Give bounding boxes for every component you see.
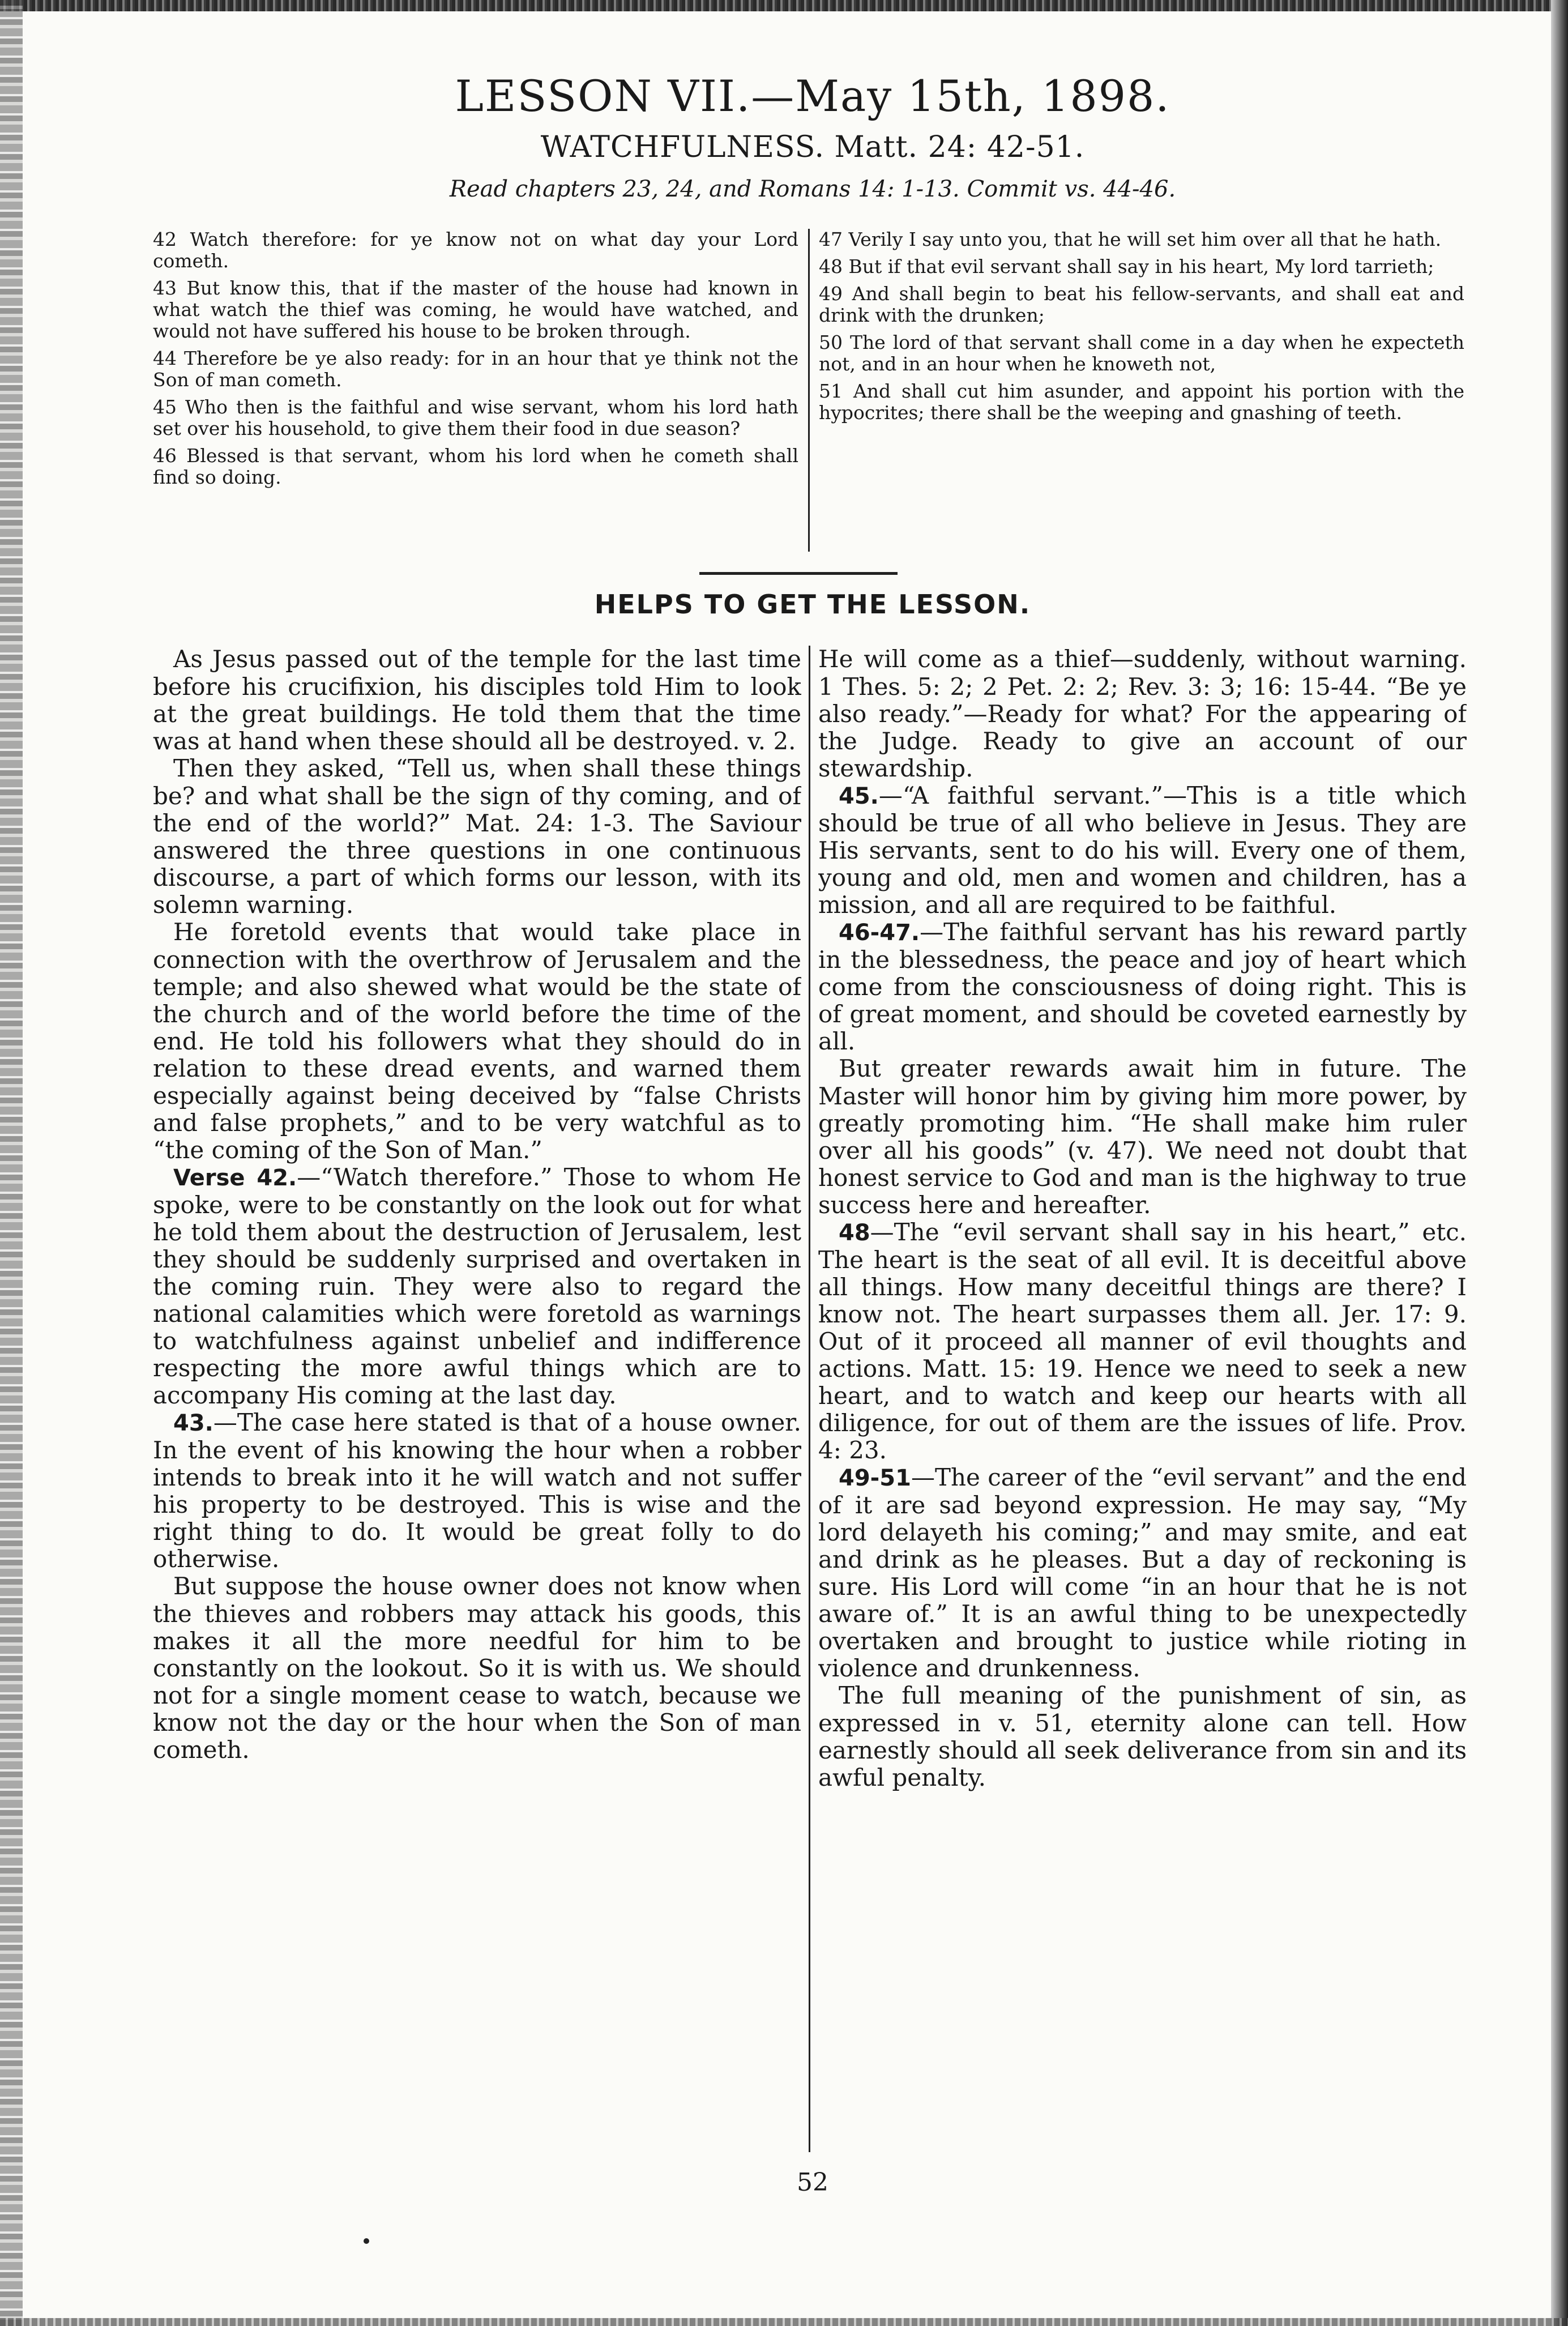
commentary-paragraph: The full meaning of the punishment of sin, as expressed in v. 51, eternity alone can tell. How earnestly should all seek deliverance from sin and its awful penalty. bbox=[818, 1681, 1467, 1791]
helps-heading: HELPS TO GET THE LESSON. bbox=[594, 589, 1031, 620]
scripture-verse: 51 And shall cut him asunder, and appoint his portion with the hypocrites; there shall be the weeping and gnashing of teeth. bbox=[819, 380, 1464, 424]
scripture-verse: 45 Who then is the faithful and wise servant, whom his lord hath set over his household, to give them their food in due season? bbox=[153, 396, 798, 439]
verse-45-lead: 45. bbox=[839, 783, 879, 809]
commentary-right-column bbox=[818, 646, 1467, 2152]
verse-48-lead: 48 bbox=[839, 1220, 870, 1246]
verse-42-lead: Verse 42. bbox=[173, 1165, 297, 1191]
scripture-verse: 48 But if that evil servant shall say in his heart, My lord tarrieth; bbox=[819, 255, 1434, 278]
commentary-left-column bbox=[153, 646, 801, 2152]
ink-dot bbox=[364, 2238, 369, 2244]
commentary-paragraph: As Jesus passed out of the temple for the last time before his crucifixion, his disciples told Him to look at the great buildings. He told them that the time was at hand when these should all be destroyed. v. 2. bbox=[153, 646, 801, 755]
scripture-left-column bbox=[153, 229, 798, 556]
commentary-paragraph: 48—The “evil servant shall say in his heart,” etc. The heart is the seat of all evil. It is deceitful above all things. How many deceitful things are there? I know not. The heart surpasses them all. Jer. 17: 9. Out of it proceed all manner of evil thoughts and actions. Matt. 15: 19. Hence we need to seek a new heart, and to watch and keep our hearts with all diligence, for out of them are the issues of life. Prov. 4: 23. bbox=[818, 1218, 1467, 1464]
page bbox=[153, 0, 1472, 2326]
scripture-verse: 42 Watch therefore: for ye know not on what day your Lord cometh. bbox=[153, 228, 798, 272]
scan-left-edge bbox=[0, 0, 23, 2326]
commentary-paragraph: But suppose the house owner does not know when the thieves and robbers may attack his goods, this makes it all the more needful for him to be constantly on the lookout. So it is with us. We should not for a single moment cease to watch, because we know not the day or the hour when the Son of man cometh. bbox=[153, 1572, 801, 1764]
scripture-verse: 47 Verily I say unto you, that he will set him over all that he hath. bbox=[819, 228, 1442, 250]
commentary-paragraph: Then they asked, “Tell us, when shall these things be? and what shall be the sign of thy coming, and of the end of the world?” Mat. 24: 1-3. The Saviour answered the three questions in one continuous discourse, a part of which forms our lesson, with its solemn warning. bbox=[153, 754, 801, 919]
commentary-paragraph: He will come as a thief—suddenly, without warning. 1 Thes. 5: 2; 2 Pet. 2: 2; Rev. 3: 3; 16: 15-44. “Be ye also ready.”—Ready for what? For the appearing of the Judge. Ready to give an account of our stewardship. bbox=[818, 646, 1467, 782]
scripture-verse: 44 Therefore be ye also ready: for in an hour that ye think not the Son of man cometh. bbox=[153, 347, 798, 391]
lesson-subtitle: WATCHFULNESS. Matt. 24: 42-51. bbox=[540, 130, 1085, 164]
scripture-verse: 43 But know this, that if the master of the house had known in what watch the thief was coming, he would have watched, and would not have suffered his house to be broken through. bbox=[153, 277, 798, 342]
scripture-verse: 50 The lord of that servant shall come in a day when he expecteth not, and in an hour when he knoweth not, bbox=[819, 331, 1464, 375]
commentary-paragraph: 49-51—The career of the “evil servant” and the end of it are sad beyond expression. He may say, “My lord delayeth his coming;” and may smite, and eat and drink as he pleases. But a day of reckoning is sure. His Lord will come “in an hour that he is not aware of.” It is an awful thing to be unexpectedly overtaken and brought to justice while rioting in violence and drunkenness. bbox=[818, 1463, 1467, 1682]
lesson-title: LESSON VII.—May 15th, 1898. bbox=[455, 71, 1170, 121]
section-divider bbox=[699, 572, 898, 575]
reading-assignment: Read chapters 23, 24, and Romans 14: 1-13. Commit vs. 44-46. bbox=[449, 176, 1176, 202]
scripture-column-divider bbox=[808, 229, 810, 552]
commentary-column-divider bbox=[809, 646, 810, 2152]
page-number: 52 bbox=[797, 2168, 828, 2197]
commentary-paragraph: But greater rewards await him in future. The Master will honor him by giving him more power, by greatly promoting him. “He shall make him ruler over all his goods” (v. 47). We need not doubt that honest service to God and man is the highway to true success here and hereafter. bbox=[818, 1055, 1467, 1219]
scripture-right-column bbox=[819, 229, 1464, 556]
scripture-verse: 46 Blessed is that servant, whom his lord when he cometh shall find so doing. bbox=[153, 445, 798, 488]
verse-46-47-lead: 46-47. bbox=[839, 920, 920, 946]
commentary-paragraph: 43.—The case here stated is that of a house owner. In the event of his knowing the hour when a robber intends to break into it he will watch and not suffer his property to be destroyed. This is wise and the right thing to do. It would be great folly to do otherwise. bbox=[153, 1409, 801, 1573]
commentary-paragraph: 46-47.—The faithful servant has his reward partly in the blessedness, the peace and joy of heart which come from the consciousness of doing right. This is of great moment, and should be coveted earnestly by all. bbox=[818, 918, 1467, 1055]
verse-43-lead: 43. bbox=[173, 1410, 213, 1436]
commentary-paragraph: Verse 42.—“Watch therefore.” Those to whom He spoke, were to be constantly on the look out for what he told them about the destruction of Jerusalem, lest they should be suddenly surprised and overtaken in the coming ruin. They were also to regard the national calamities which were foretold as warnings to watchfulness against unbelief and indifference respecting the more awful things which are to accompany His coming at the last day. bbox=[153, 1163, 801, 1409]
commentary-paragraph: He foretold events that would take place in connection with the overthrow of Jerusalem and the temple; and also shewed what would be the state of the church and of the world before the time of the end. He told his followers what they should do in relation to these dread events, and warned them especially against being deceived by “false Christs and false prophets,” and to be very watchful as to “the coming of the Son of Man.” bbox=[153, 918, 801, 1164]
scripture-verse: 49 And shall begin to beat his fellow-servants, and shall eat and drink with the drunken; bbox=[819, 283, 1464, 326]
scan-right-edge bbox=[1551, 0, 1568, 2326]
commentary-paragraph: 45.—“A faithful servant.”—This is a title which should be true of all who believe in Jesus. They are His servants, sent to do his will. Every one of them, young and old, men and women and children, has a mission, and all are required to be faithful. bbox=[818, 782, 1467, 919]
verse-49-51-lead: 49-51 bbox=[839, 1465, 911, 1491]
